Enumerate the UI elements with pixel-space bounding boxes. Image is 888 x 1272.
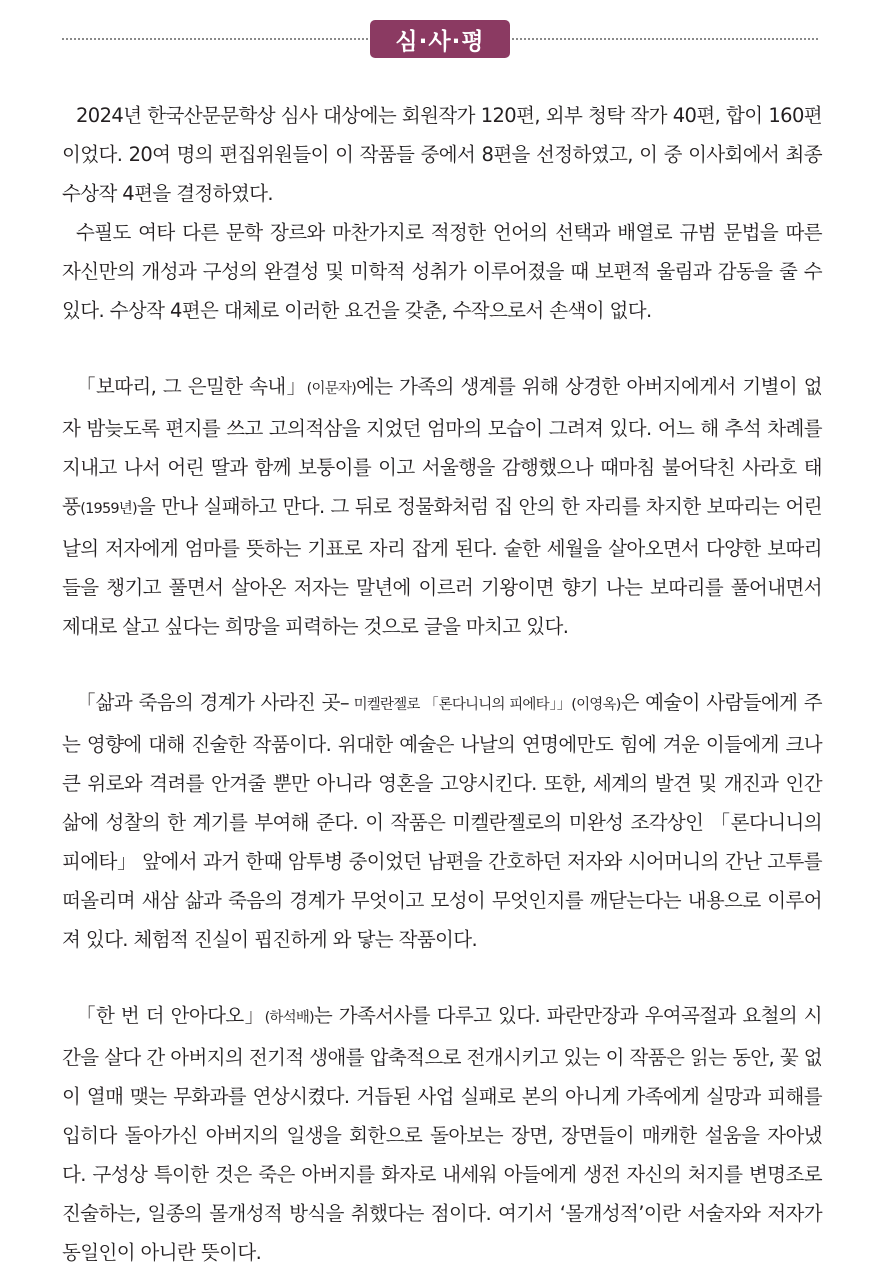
paragraph-criteria <box>62 213 822 330</box>
work-title: 「보따리, 그 은밀한 속내」 <box>76 375 307 398</box>
paragraph-review-pieta <box>62 683 822 959</box>
work-author: (이문자) <box>306 381 356 397</box>
section-header <box>62 20 818 58</box>
work-subtitle-author: 미켈란젤로 「론다니니의 피에타」」(이영옥) <box>349 697 621 713</box>
work-author: (하석배) <box>264 1010 314 1026</box>
dotted-rule-left <box>62 38 368 40</box>
work-title: 「삶과 죽음의 경계가 사라진 곳– <box>76 691 350 714</box>
paragraph-review-hug <box>62 996 822 1272</box>
paragraph-text: 2024년 한국산문문학상 심사 대상에는 회원작가 120편, 외부 청탁 작가 40편, 합이 160편이었다. 20여 명의 편집위원들이 이 작품들 중에서 8편을 선정하였고, 이 중 이사회에서 최종 수상작 4편을 결정하였다. <box>62 104 822 205</box>
work-title: 「한 번 더 안아다오」 <box>76 1004 265 1027</box>
paragraph-text: 에는 가족의 생계를 위해 상경한 아버지에게서 기별이 없자 밤늦도록 편지를 쓰고 고의적삼을 지었던 엄마의 모습이 그려져 있다. 어느 해 추석 차례를 지내고 나서 어린 딸과 함께 보퉁이를 이고 서울행을 감행했으나 때마침 불어닥친 사라호 태풍 <box>62 375 822 518</box>
paragraph-text: 는 가족서사를 다루고 있다. 파란만장과 우여곡절과 요철의 시간을 살다 간 아버지의 전기적 생애를 압축적으로 전개시키고 있는 이 작품은 읽는 동안, 꽃 없이 열매 맺는 무화과를 연상시켰다. 거듭된 사업 실패로 본의 아니게 가족에게 실망과 피해를 입히다 돌아가신 아버지의 일생을 회한으로 돌아보는 장면, 장면들이 매캐한 설움을 자아냈다. 구성상 특이한 것은 죽은 아버지를 화자로 내세워 아들에게 생전 자신의 처지를 변명조로 진술하는, 일종의 몰개성적 방식을 취했다는 점이다. 여기서 ‘몰개성적’이란 서술자와 저자가 동일인이 아니란 뜻이다. <box>62 1004 822 1264</box>
paragraph-text: 수필도 여타 다른 문학 장르와 마찬가지로 적정한 언어의 선택과 배열로 규범 문법을 따른 자신만의 개성과 구성의 완결성 및 미학적 성취가 이루어졌을 때 보편적 울림과 감동을 줄 수 있다. 수상작 4편은 대체로 이러한 요건을 갖춘, 수작으로서 손색이 없다. <box>62 221 822 322</box>
section-title: 심·사·평 <box>395 28 485 55</box>
section-title-badge <box>370 20 510 58</box>
review-body <box>62 96 822 1272</box>
dotted-rule-right <box>512 38 818 40</box>
year-note: (1959년) <box>80 501 137 517</box>
paragraph-text: 을 만나 실패하고 만다. 그 뒤로 정물화처럼 집 안의 한 자리를 차지한 보따리는 어린 날의 저자에게 엄마를 뜻하는 기표로 자리 잡게 된다. 숱한 세월을 살아오면서 다양한 보따리들을 챙기고 풀면서 살아온 저자는 말년에 이르러 기왕이면 향기 나는 보따리를 풀어내면서 제대로 살고 싶다는 희망을 피력하는 것으로 글을 마치고 있다. <box>62 495 822 638</box>
paragraph-review-bottari <box>62 367 822 646</box>
paragraph-text: 은 예술이 사람들에게 주는 영향에 대해 진술한 작품이다. 위대한 예술은 나날의 연명에만도 힘에 겨운 이들에게 크나큰 위로와 격려를 안겨줄 뿐만 아니라 영혼을 고양시킨다. 또한, 세계의 발견 및 개진과 인간 삶에 성찰의 한 계기를 부여해 준다. 이 작품은 미켈란젤로의 미완성 조각상인 「론다니니의 피에타」 앞에서 과거 한때 암투병 중이었던 남편을 간호하던 저자와 시어머니의 간난 고투를 떠올리며 새삼 삶과 죽음의 경계가 무엇이고 모성이 무엇인지를 깨닫는다는 내용으로 이루어져 있다. 체험적 진실이 핍진하게 와 닿는 작품이다. <box>62 691 822 951</box>
paragraph-intro <box>62 96 822 213</box>
